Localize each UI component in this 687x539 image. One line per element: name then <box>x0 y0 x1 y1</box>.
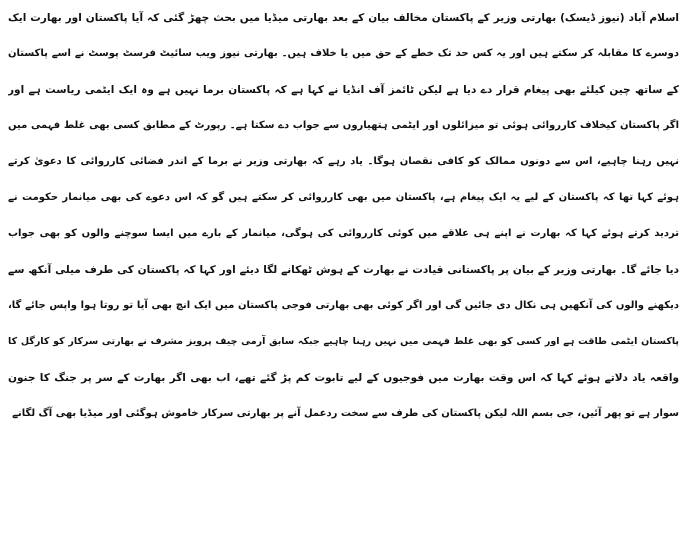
article-line: اگر پاکستان کیخلاف کارروائی ہوئی تو میزائلوں اور ایٹمی ہتھیاروں سے جواب دے سکتا ہے۔ رپورٹ کے مطابق کسی بھی غلط فہمی میں <box>8 120 679 131</box>
article-line: اسلام آباد (نیوز ڈیسک) بھارتی وزیر کے پاکستان مخالف بیان کے بعد بھارتی میڈیا میں بحث چھڑ گئی کہ آیا پاکستان اور بھارت ایک <box>8 12 679 24</box>
article-line: نہیں رہنا چاہیے، اس سے دونوں ممالک کو کافی نقصان ہوگا۔ یاد رہے کہ بھارتی وزیر نے برما کے اندر فضائی کارروائی کا دعویٰ کرتے <box>8 156 679 167</box>
article-line: تردید کرتے ہوئے کہا کہ بھارت نے اپنے ہی علاقے میں کوئی کارروائی کی ہوگی، میانمار کے بارے میں ایسا سوچنے والوں کو بھی جواب <box>8 228 679 239</box>
article-line: دوسرے کا مقابلہ کر سکتے ہیں اور یہ کس حد تک خطے کے حق میں یا خلاف ہیں۔ بھارتی نیوز ویب سائیٹ فرسٹ پوسٹ نے اسے پاکستان <box>8 48 679 59</box>
article-line: سوار ہے تو پھر آئیں، جی بسم اللہ لیکن پاکستان کی طرف سے سخت ردعمل آنے پر بھارتی سرکار خاموش ہوگئی اور میڈیا بھی آگ لگانے <box>12 408 679 419</box>
article-line: دیا جائے گا۔ بھارتی وزیر کے بیان پر پاکستانی قیادت نے بھارت کے ہوش ٹھکانے لگا دیئے اور کہا کہ پاکستان کی طرف میلی آنکھ سے <box>8 264 679 276</box>
article-line: کے ساتھ چین کیلئے بھی پیغام قرار دے دیا ہے لیکن ٹائمز آف انڈیا نے کہا ہے کہ پاکستان برما نہیں ہے وہ ایک ایٹمی ریاست ہے اور <box>8 84 679 96</box>
article-line: ہوئے کہا تھا کہ پاکستان کے لیے یہ ایک پیغام ہے، پاکستان میں بھی کارروائی کر سکتے ہیں گو کہ اس دعوے کی بھی میانمار حکومت نے <box>8 192 679 203</box>
article-line: دیکھنے والوں کی آنکھیں ہی نکال دی جائیں گی اور اگر کوئی بھی بھارتی فوجی پاکستان میں ایک انچ بھی آیا تو روتا ہوا واپس جائے گا، <box>8 300 679 311</box>
article-line: واقعہ یاد دلاتے ہوئے کہا کہ اس وقت بھارت میں فوجیوں کے لیے تابوت کم پڑ گئے تھے، اب بھی اگر بھارت کے سر پر جنگ کا جنون <box>8 372 679 384</box>
article-line: پاکستان ایٹمی طاقت ہے اور کسی کو بھی غلط فہمی میں نہیں رہنا چاہیے جبکہ سابق آرمی چیف پرویز مشرف نے بھارتی سرکار کو کارگل کا <box>8 336 679 347</box>
news-article-body <box>8 0 679 539</box>
